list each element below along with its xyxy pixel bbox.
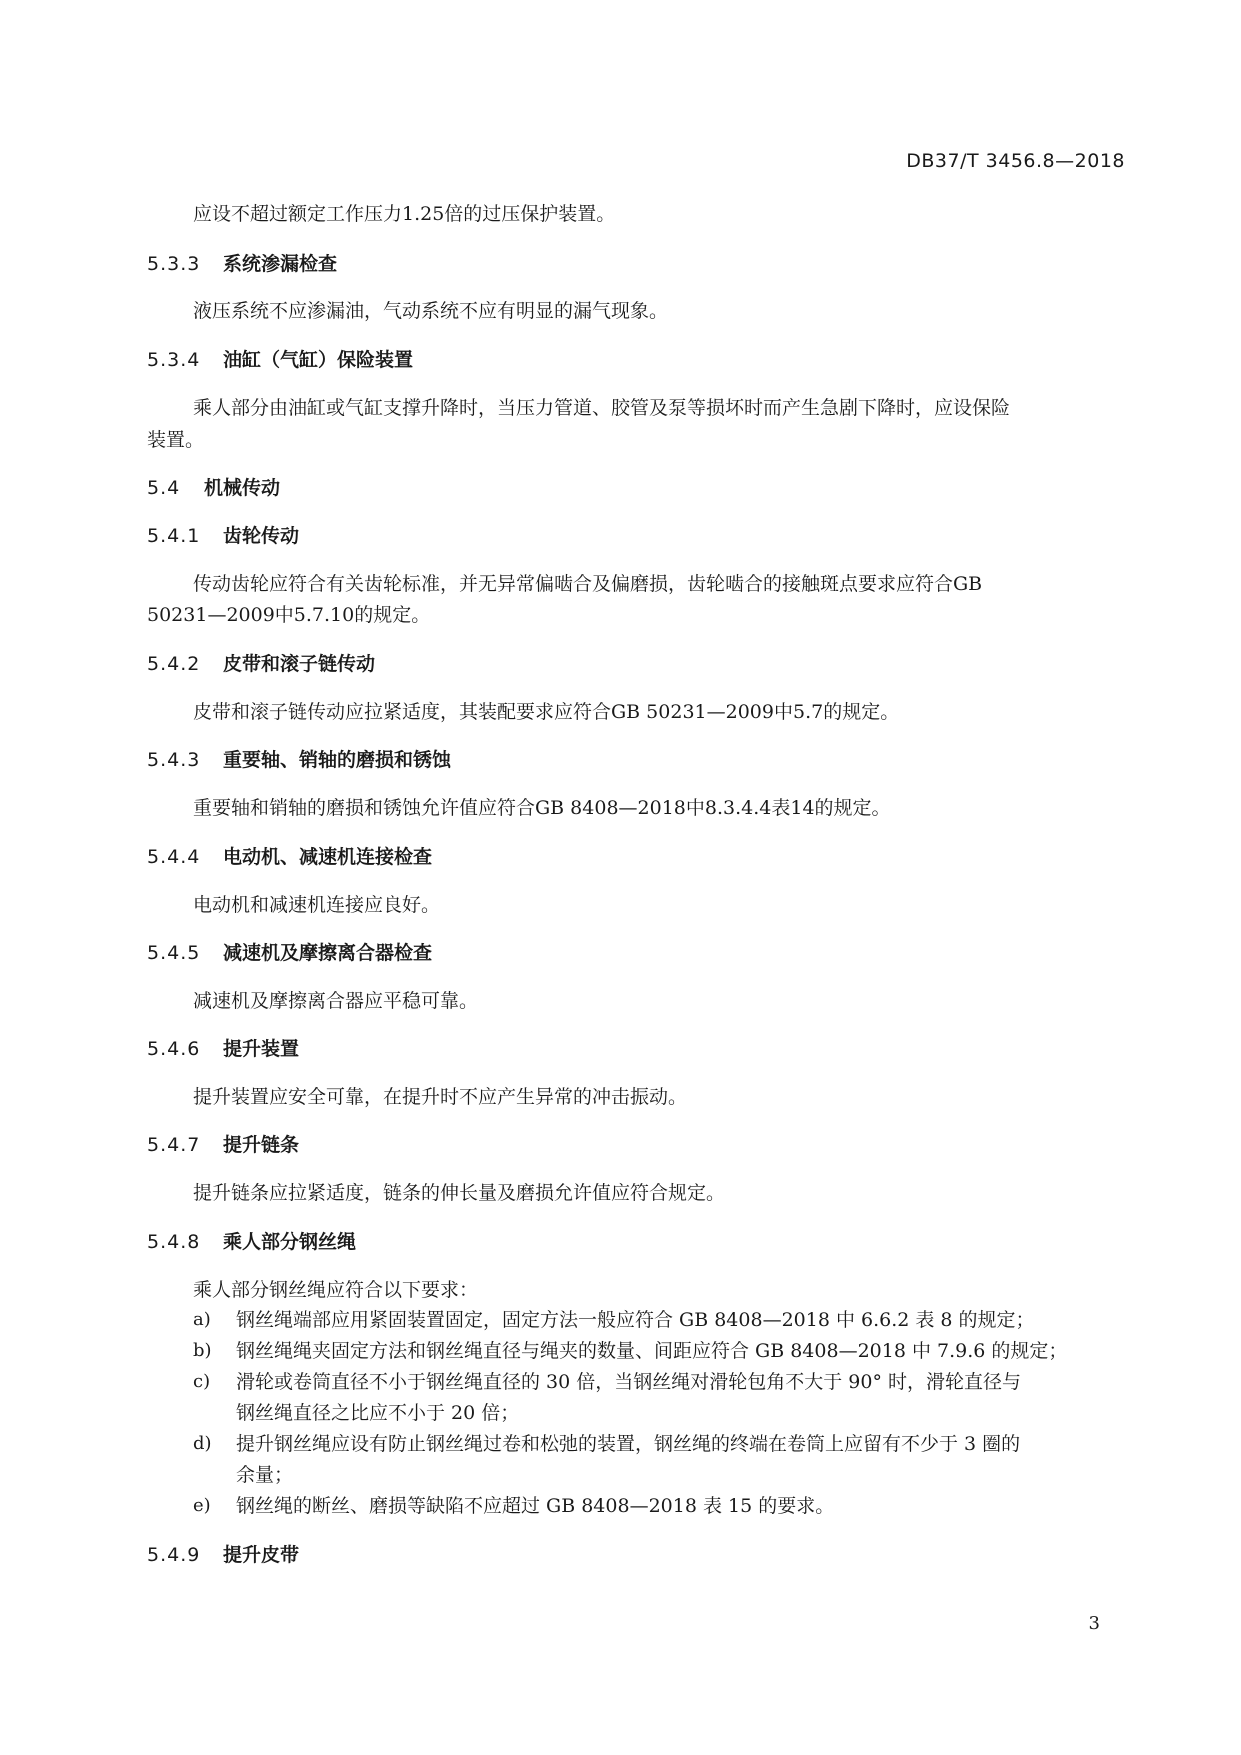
list-item: 提升钢丝绳应设有防止钢丝绳过卷和松弛的装置，钢丝绳的终端在卷筒上应留有不少于 3 圈的 xyxy=(236,1433,1021,1455)
clause-number: 5.4.1 xyxy=(147,525,201,547)
list-item-marker: b) xyxy=(193,1340,212,1361)
clause-title: 系统渗漏检查 xyxy=(223,253,338,275)
clause-title: 油缸（气缸）保险装置 xyxy=(223,349,414,371)
clause-number: 5.4.7 xyxy=(147,1134,201,1156)
clause-number: 5.4.5 xyxy=(147,942,201,964)
paragraph: 乘人部分由油缸或气缸支撑升降时，当压力管道、胶管及泵等损坏时而产生急剧下降时，应设保险 xyxy=(193,397,1011,419)
list-item: 滑轮或卷筒直径不小于钢丝绳直径的 30 倍，当钢丝绳对滑轮包角不大于 90° 时，滑轮直径与 xyxy=(236,1371,1022,1393)
clause-heading-5-4-7 xyxy=(147,1131,299,1159)
clause-number: 5.4.2 xyxy=(147,653,201,675)
page-number: 3 xyxy=(1088,1613,1100,1634)
clause-number: 5.4.9 xyxy=(147,1544,201,1566)
list-item: 钢丝绳端部应用紧固装置固定，固定方法一般应符合 GB 8408—2018 中 6.6.2 表 8 的规定； xyxy=(236,1309,1035,1331)
clause-number: 5.3.4 xyxy=(147,349,201,371)
list-item-continuation: 余量； xyxy=(236,1464,294,1486)
paragraph: 重要轴和销轴的磨损和锈蚀允许值应符合GB 8408—2018中8.3.4.4表14的规定。 xyxy=(193,797,891,819)
clause-heading-5-4-6 xyxy=(147,1035,299,1063)
clause-heading-5-4-5 xyxy=(147,939,432,967)
paragraph: 乘人部分钢丝绳应符合以下要求： xyxy=(193,1279,479,1301)
clause-heading-5-4-1 xyxy=(147,522,299,550)
clause-title: 皮带和滚子链传动 xyxy=(223,653,376,675)
paragraph: 提升装置应安全可靠，在提升时不应产生异常的冲击振动。 xyxy=(193,1086,688,1108)
list-item: 钢丝绳绳夹固定方法和钢丝绳直径与绳夹的数量、间距应符合 GB 8408—2018 中 7.9.6 的规定； xyxy=(236,1340,1068,1362)
clause-number: 5.3.3 xyxy=(147,253,201,275)
clause-title: 乘人部分钢丝绳 xyxy=(223,1231,357,1253)
standard-code: DB37/T 3456.8—2018 xyxy=(906,150,1125,172)
clause-heading-5-4-4 xyxy=(147,843,432,871)
paragraph: 电动机和减速机连接应良好。 xyxy=(193,894,441,916)
list-item-marker: e) xyxy=(193,1495,211,1516)
clause-title: 减速机及摩擦离合器检查 xyxy=(223,942,433,964)
clause-title: 提升链条 xyxy=(223,1134,300,1156)
clause-heading-5-4 xyxy=(147,474,280,502)
clause-number: 5.4.6 xyxy=(147,1038,201,1060)
paragraph: 提升链条应拉紧适度，链条的伸长量及磨损允许值应符合规定。 xyxy=(193,1182,726,1204)
clause-heading-5-4-3 xyxy=(147,746,451,774)
paragraph: 传动齿轮应符合有关齿轮标准，并无异常偏啮合及偏磨损，齿轮啮合的接触斑点要求应符合GB xyxy=(193,573,983,595)
clause-title: 提升装置 xyxy=(223,1038,300,1060)
paragraph: 应设不超过额定工作压力1.25倍的过压保护装置。 xyxy=(193,203,616,225)
clause-heading-5-4-8 xyxy=(147,1228,356,1256)
clause-title: 提升皮带 xyxy=(223,1544,300,1566)
list-item-marker: d) xyxy=(193,1433,212,1454)
paragraph-continuation: 50231—2009中5.7.10的规定。 xyxy=(147,604,431,626)
list-item: 钢丝绳的断丝、磨损等缺陷不应超过 GB 8408—2018 表 15 的要求。 xyxy=(236,1495,835,1517)
paragraph: 液压系统不应渗漏油，气动系统不应有明显的漏气现象。 xyxy=(193,300,669,322)
clause-number: 5.4.8 xyxy=(147,1231,201,1253)
clause-heading-5-4-9 xyxy=(147,1541,299,1569)
paragraph: 皮带和滚子链传动应拉紧适度，其装配要求应符合GB 50231—2009中5.7的规定。 xyxy=(193,701,900,723)
clause-title: 齿轮传动 xyxy=(223,525,300,547)
list-item-continuation: 钢丝绳直径之比应不小于 20 倍； xyxy=(236,1402,520,1424)
clause-heading-5-3-3 xyxy=(147,250,337,278)
list-item-marker: a) xyxy=(193,1309,211,1330)
clause-title: 重要轴、销轴的磨损和锈蚀 xyxy=(223,749,452,771)
clause-heading-5-4-2 xyxy=(147,650,375,678)
paragraph-continuation: 装置。 xyxy=(147,429,205,451)
clause-number: 5.4.4 xyxy=(147,846,201,868)
clause-title: 机械传动 xyxy=(204,477,281,499)
list-item-marker: c) xyxy=(193,1371,211,1392)
clause-heading-5-3-4 xyxy=(147,346,413,374)
paragraph: 减速机及摩擦离合器应平稳可靠。 xyxy=(193,990,479,1012)
clause-number: 5.4.3 xyxy=(147,749,201,771)
clause-number: 5.4 xyxy=(147,477,181,499)
clause-title: 电动机、减速机连接检查 xyxy=(223,846,433,868)
